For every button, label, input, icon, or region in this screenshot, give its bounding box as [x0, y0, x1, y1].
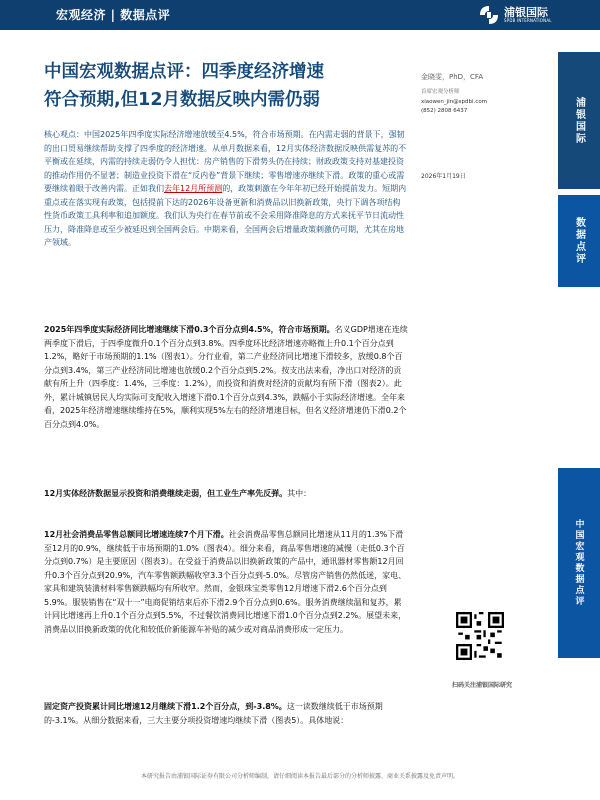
- report-title-line-1: 中国宏观数据点评：四季度经济增速: [44, 62, 324, 82]
- paragraph-text: 这一读数继续低于市场预期的-3.1%。从细分数据来看，三大主要分项投资增速均继续下滑（图表5）。具体地说：: [44, 702, 383, 725]
- report-date: 2026年1月19日: [421, 173, 466, 180]
- author-block: [421, 72, 551, 114]
- footer-disclaimer: 本研究报告由浦银国际证券有限公司分析师编制，请仔细阅读本报告最后部分的分析师披露、商业关系披露及免责声明。: [140, 773, 459, 780]
- company-logo: [478, 3, 590, 27]
- paragraph-text: 其中：: [287, 489, 312, 498]
- abstract-paragraph: [44, 128, 408, 250]
- paragraph-lead: 2025年四季度实际经济同比增速继续下滑0.3个百分点到4.5%，符合市场预期。: [44, 325, 335, 334]
- right-sidebar: [558, 30, 600, 800]
- author-email[interactable]: xiaowen_jin@spdbi.com: [421, 99, 488, 105]
- paragraph-lead: 12月社会消费品零售总额同比增速连续7个月下滑。: [44, 530, 229, 539]
- paragraph-lead: 12月实体经济数据显示投资和消费继续走弱，但工业生产率先反弹。: [44, 489, 288, 498]
- sidebar-brand-label: 浦银国际: [573, 96, 585, 145]
- author-role: 首席宏观分析师: [421, 89, 460, 95]
- forecast-link[interactable]: 去年12月所预测: [164, 184, 223, 193]
- sidebar-type-tab: [558, 195, 600, 287]
- body-paragraph-fixed-asset-investment: [44, 700, 408, 727]
- author-phone: (852) 2808 6437: [421, 108, 468, 114]
- spdb-logo-icon: [478, 4, 500, 26]
- body-paragraph-retail-sales: [44, 528, 408, 636]
- paragraph-text: 社会消费品零售总额同比增速从11月的1.3%下滑至12月的0.9%，继续低于市场预期的1.0%（图表4）。细分来看，商品零售增速的减慢（走低0.3个百分点到0.7%）是主要原因（图表3）。在受益于消费品以旧换新政策的产品中，通讯器材零售额12月回升0.3个百分点到20.9%，汽车零售额跌幅收窄3.3个百分点到-5.0%。尽管房产销售仍然低迷，家电、家具和建筑装潢材料零售额跌幅均有所收窄。然而，金银珠宝类零售12月增速下滑2.6个百分点到5.9%。服装销售在“双十一”电商促销结束后亦下滑2.9个百分点到0.6%。服务消费继续温和复苏，累计同比增速再上升0.1个百分点到5.5%，不过餐饮消费同比增速下滑1.0个百分点到2.2%。展望未来，消费品以旧换新政策的优化和较低价新能源车补贴的减少或对商品消费形成一定压力。: [44, 530, 407, 634]
- logo-subtitle: SPDB INTERNATIONAL: [504, 18, 552, 23]
- sidebar-brand-tab: [558, 52, 600, 189]
- body-paragraph-gdp: [44, 323, 408, 431]
- abstract-text-part-2: 的，政策刺激在今年年初已经开始提前发力。短期内重点或在落实现有政策，包括提前下达的2026年设备更新和消费品以旧换新政策，央行下调各项结构性货币政策工具利率和追加额度。我们认为央行在春节前或不会采用降准降息的方式来抚平节日流动性压力，降准降息或至少被延迟到全国两会后。中期来看，全国两会后增量政策刺激仍可期，尤其在房地产领域。: [44, 184, 407, 247]
- report-title-line-2: 符合预期,但12月数据反映内需仍弱: [44, 90, 320, 110]
- paragraph-lead: 固定资产投资累计同比增速12月继续下滑1.2个百分点，到-3.8%。: [44, 702, 287, 711]
- abstract-text-part-1: 核心观点：中国2025年四季度实际经济增速放缓至4.5%，符合市场预期。在内需走弱的背景下，强韧的出口贸易继续帮助支撑了四季度的经济增速。从单月数据来看，12月实体经济数据反映供需复苏的不平衡或在延续，内需的持续走弱仍令人担忧：房产销售的下滑势头仍在持续；财政政策支持对基建投资的推动作用仍不显著；制造业投资下滑在“反内卷”背景下继续；零售增速亦继续下滑。政策的重心或需要继续着眼于改善内需。正如我们: [44, 130, 407, 193]
- sidebar-type-label: 数据点评: [573, 217, 585, 265]
- logo-name: 浦银国际: [504, 6, 548, 19]
- report-title: [44, 58, 414, 114]
- qr-code-icon[interactable]: [456, 612, 504, 660]
- header-bar: [0, 0, 600, 30]
- paragraph-text: 名义GDP增速在连续两季度下滑后，于四季度微升0.1个百分点到3.8%。四季度环比经济增速亦略微上升0.1个百分点到1.2%，略好于市场预期的1.1%（图表1）。分行业看，第二产业经济同比增速下滑较多，放缓0.8个百分点到3.4%，第三产业经济同比增速也放缓0.2个百分点到5.2%。按支出法来看，净出口对经济的贡献有所上升（四季度：1.4%，三季度：1.2%），而投资和消费对经济的贡献均有所下滑（图表2）。此外，累计城镇居民人均实际可支配收入增速下滑0.1个百分点到4.3%，跌幅小于实际经济增速。全年来看，2025年经济增速继续维持在5%，顺利实现5%左右的经济增速目标，但名义经济增速仍下滑0.2个百分点到4.0%。: [44, 325, 408, 429]
- body-paragraph-december-overview: [44, 487, 408, 501]
- report-section-label: 宏观经济 | 数据点评: [56, 8, 171, 22]
- sidebar-topic-tab: [558, 468, 600, 658]
- qr-code-caption: 扫码关注浦银国际研究: [451, 682, 512, 689]
- sidebar-topic-label: 中国宏观数据点评: [573, 519, 584, 607]
- author-name: 金晓雯，PhD，CFA: [421, 73, 484, 81]
